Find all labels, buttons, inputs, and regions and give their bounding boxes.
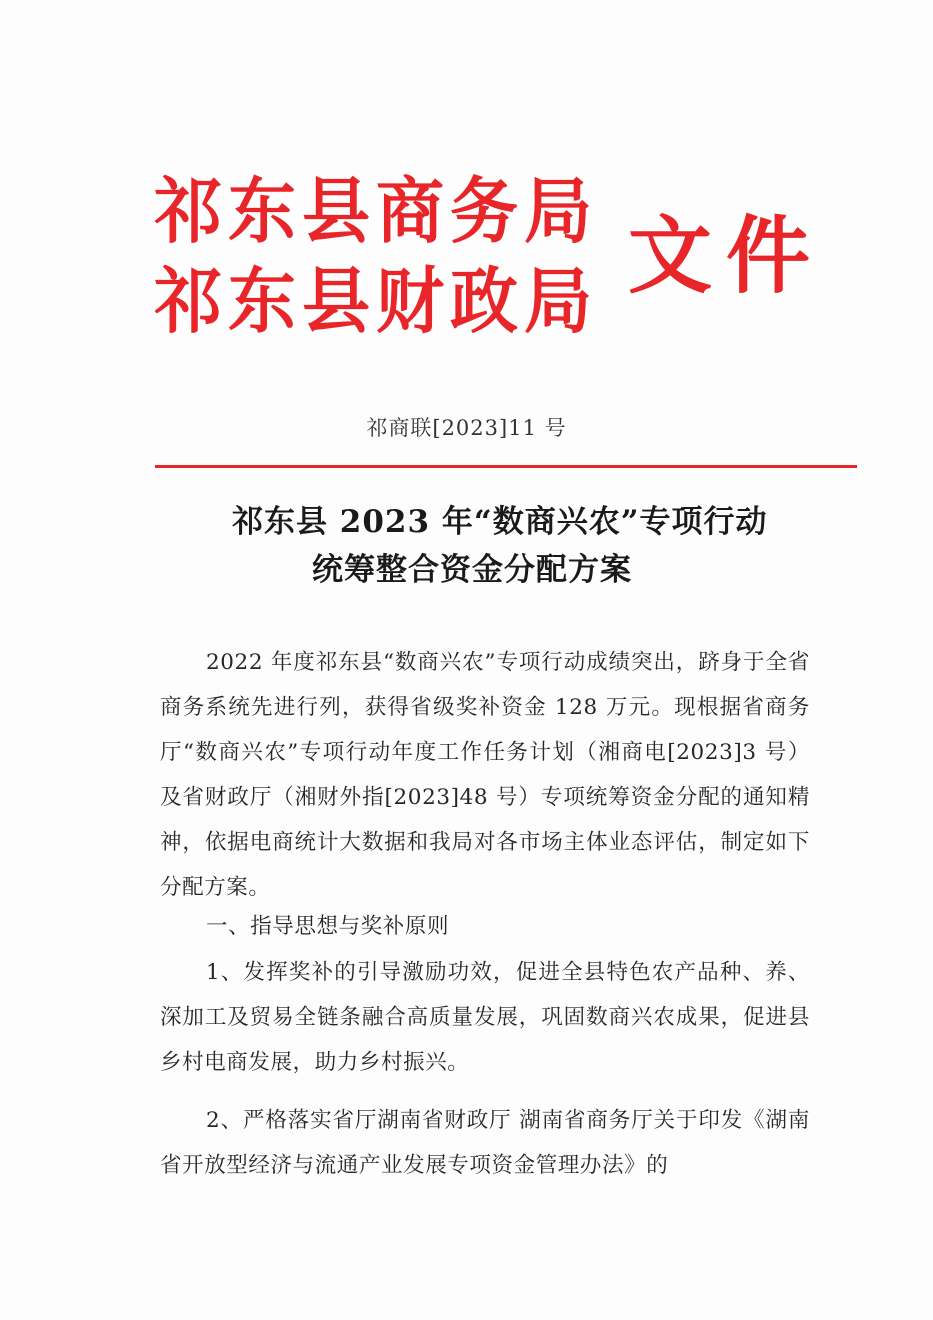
title-line-2: 统筹整合资金分配方案 <box>312 552 632 588</box>
title-line-1: 祁东县 2023 年“数商兴农”专项行动 <box>232 504 768 540</box>
document-label: 文件 <box>628 206 825 305</box>
document-number: 祁商联[2023]11 号 <box>366 416 567 440</box>
document-title <box>0 498 933 594</box>
body-paragraph-intro: 2022 年度祁东县“数商兴农”专项行动成绩突出，跻身于全省商务系统先进行列，获得省级奖补资金 128 万元。现根据省商务厅“数商兴农”专项行动年度工作任务计划（湘商电[2023]3 号）及省财政厅（湘财外指[2023]48 号）专项统筹资金分配的通知精神，依据电商统计大数据和我局对各市场主体业态评估，制定如下分配方案。 <box>160 650 810 900</box>
body-paragraph-principle-1: 1、发挥奖补的引导激励功效，促进全县特色农产品种、养、深加工及贸易全链条融合高质量发展，巩固数商兴农成果，促进县乡村电商发展，助力乡村振兴。 <box>160 960 810 1075</box>
body-paragraph-principle-2: 2、严格落实省厅湖南省财政厅 湖南省商务厅关于印发《湖南省开放型经济与流通产业发展专项资金管理办法》的 <box>160 1108 810 1178</box>
issuing-agency-commerce: 祁东县商务局 <box>154 169 599 254</box>
section-heading-1: 一、指导思想与奖补原则 <box>206 914 450 939</box>
red-header-rule <box>155 465 857 468</box>
issuing-agency-finance: 祁东县财政局 <box>154 259 599 344</box>
